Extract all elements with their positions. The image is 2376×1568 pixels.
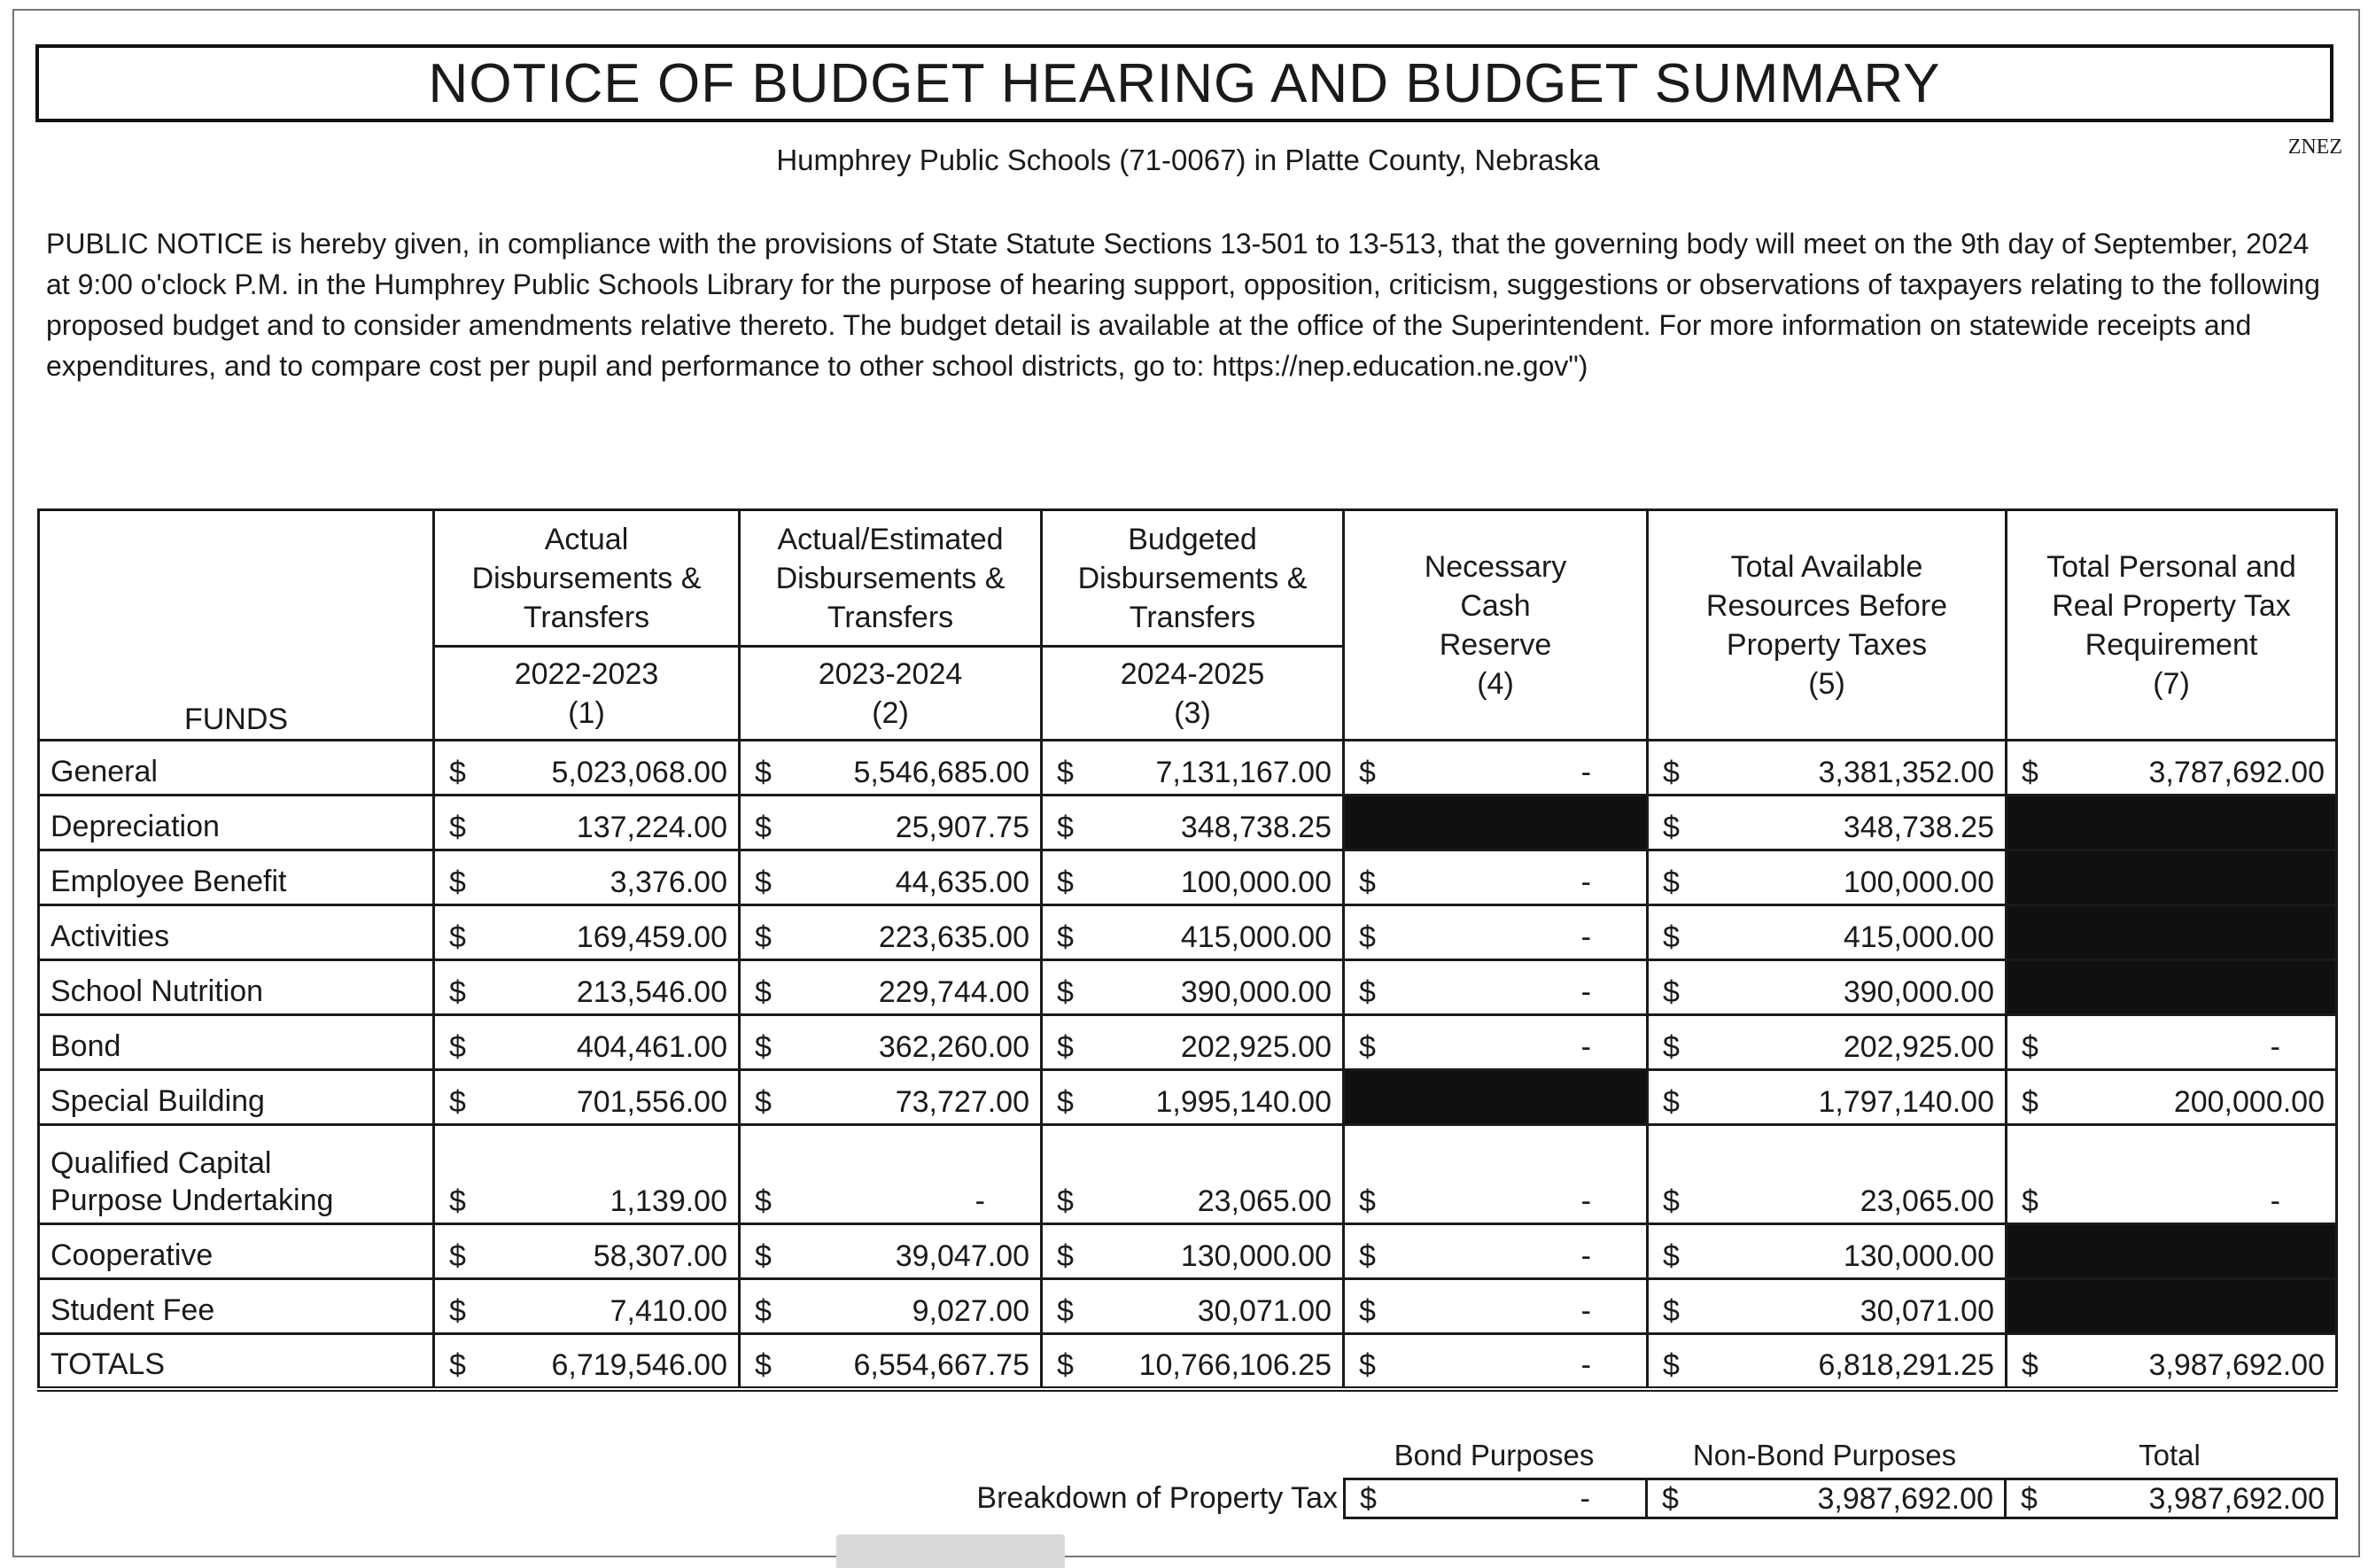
- district-subtitle: Humphrey Public Schools (71-0067) in Platte County, Nebraska: [776, 144, 1600, 176]
- amount-value-c7: -: [2270, 1030, 2280, 1064]
- dollar-sign: $: [1057, 920, 1074, 954]
- header-col7-title: Total Personal and Real Property Tax Requirement: [2046, 549, 2296, 662]
- dollar-sign: $: [1663, 866, 1680, 899]
- budget-summary-table: [37, 508, 2338, 1392]
- header-col2-number: (2): [872, 695, 909, 730]
- table-row: [39, 1070, 2337, 1125]
- amount-value-c5: 1,797,140.00: [1818, 1085, 1994, 1119]
- form-code: ZNEZ: [2287, 136, 2342, 159]
- fund-name-cell: Activities: [39, 905, 434, 960]
- blacked-out-cell: [1344, 796, 1648, 850]
- dollar-sign: $: [1662, 1482, 1679, 1516]
- breakdown-bond-header: Bond Purposes: [1394, 1439, 1595, 1471]
- public-notice-paragraph: PUBLIC NOTICE is hereby given, in compliance with the provisions of State Statute Sections 13-501 to 13-513, that the governing body will meet on the 9th day of September, 2024 at 9:00 o'clock P.M. in the Humphrey Public Schools Library for the purpose of hearing support, opposition, criticism, suggestions or observations of taxpayers relating to the following proposed budget and to consider amendments relative thereto. The budget detail is available at the office of the Superintendent. For more information on statewide receipts and expenditures, and to compare cost per pupil and performance to other school districts, go to: https://nep.education.ne.gov"): [46, 228, 2320, 382]
- amount-cell-c7: [2007, 741, 2337, 796]
- amount-value-c5: 100,000.00: [1843, 866, 1994, 899]
- header-funds: FUNDS: [39, 510, 434, 741]
- amount-cell-c4: [1344, 741, 1648, 796]
- breakdown-label: Breakdown of Property Tax: [976, 1481, 1338, 1515]
- amount-value-c4: -: [1580, 920, 1591, 954]
- amount-value-c7: 3,787,692.00: [2148, 756, 2325, 789]
- blacked-out-cell: [2007, 1279, 2337, 1334]
- dollar-sign: $: [1057, 975, 1074, 1009]
- fund-name-cell: Bond: [39, 1015, 434, 1070]
- amount-value-c4: -: [1580, 1239, 1591, 1273]
- breakdown-bond-value: -: [1580, 1482, 1590, 1516]
- amount-value-c2: 362,260.00: [878, 1030, 1029, 1064]
- amount-cell-c7: [2007, 1334, 2337, 1389]
- amount-cell-c4: [1344, 850, 1648, 905]
- amount-cell-c4: [1344, 960, 1648, 1015]
- breakdown-bond-cell: [1345, 1479, 1647, 1518]
- dollar-sign: $: [1663, 1239, 1680, 1273]
- amount-value-c2: 229,744.00: [878, 975, 1029, 1009]
- amount-cell-c3: [1042, 850, 1344, 905]
- amount-cell-c7: [2007, 1125, 2337, 1224]
- dollar-sign: $: [449, 1239, 466, 1273]
- amount-cell-c2: [740, 1334, 1042, 1389]
- dollar-sign: $: [1663, 756, 1680, 789]
- dollar-sign: $: [1057, 1294, 1074, 1328]
- fund-name-cell: [39, 1125, 434, 1224]
- header-col7-number: (7): [2153, 666, 2190, 701]
- amount-cell-c1: [434, 1015, 740, 1070]
- page-title: [35, 44, 2333, 122]
- blacked-out-cell: [2007, 960, 2337, 1015]
- dollar-sign: $: [1057, 1030, 1074, 1064]
- amount-cell-c1: [434, 960, 740, 1015]
- amount-value-c2: 44,635.00: [895, 866, 1029, 899]
- amount-value-c2: 9,027.00: [912, 1294, 1029, 1328]
- amount-cell-c4: [1344, 1015, 1648, 1070]
- header-col2-year: [740, 647, 1042, 741]
- property-tax-breakdown-table: [1343, 1478, 2338, 1519]
- dollar-sign: $: [449, 1294, 466, 1328]
- dollar-sign: $: [2022, 756, 2038, 789]
- amount-value-c3: 415,000.00: [1180, 920, 1332, 954]
- header-col5-number: (5): [1808, 666, 1845, 701]
- dollar-sign: $: [1663, 811, 1680, 844]
- header-col2-year-text: 2023-2024: [818, 656, 963, 691]
- amount-value-c2: 6,554,667.75: [853, 1347, 1029, 1382]
- breakdown-total-header: Total: [2139, 1439, 2201, 1471]
- fund-name-cell: Depreciation: [39, 796, 434, 850]
- amount-value-c5: 23,065.00: [1860, 1184, 1994, 1218]
- amount-value-c4: -: [1580, 1030, 1591, 1064]
- table-row: [39, 850, 2337, 905]
- header-col2-title: Actual/Estimated Disbursements & Transfers: [740, 510, 1042, 647]
- dollar-sign: $: [1663, 1294, 1680, 1328]
- amount-cell-c1: [434, 796, 740, 850]
- amount-cell-c5: [1648, 960, 2007, 1015]
- amount-cell-c5: [1648, 1279, 2007, 1334]
- fund-name-cell: Special Building: [39, 1070, 434, 1125]
- amount-cell-c4: [1344, 905, 1648, 960]
- amount-value-c2: 73,727.00: [895, 1085, 1029, 1119]
- totals-row: [39, 1334, 2337, 1389]
- amount-cell-c2: [740, 960, 1042, 1015]
- dollar-sign: $: [755, 1030, 772, 1064]
- dollar-sign: $: [1359, 1184, 1376, 1218]
- amount-cell-c3: [1042, 741, 1344, 796]
- blacked-out-cell: [2007, 905, 2337, 960]
- amount-value-c4: -: [1580, 756, 1591, 789]
- table-row: [39, 1015, 2337, 1070]
- dollar-sign: $: [1663, 1030, 1680, 1064]
- dollar-sign: $: [1057, 1239, 1074, 1273]
- blacked-out-cell: [2007, 796, 2337, 850]
- amount-value-c3: 1,995,140.00: [1155, 1085, 1332, 1119]
- amount-cell-c2: [740, 905, 1042, 960]
- dollar-sign: $: [755, 1239, 772, 1273]
- dollar-sign: $: [1057, 1085, 1074, 1119]
- amount-value-c1: 1,139.00: [610, 1184, 727, 1218]
- dollar-sign: $: [449, 811, 466, 844]
- amount-cell-c3: [1042, 1224, 1344, 1279]
- amount-value-c5: 3,381,352.00: [1818, 756, 1994, 789]
- breakdown-total-value: 3,987,692.00: [2148, 1482, 2325, 1516]
- amount-value-c2: -: [974, 1184, 985, 1218]
- dollar-sign: $: [449, 920, 466, 954]
- header-col4: [1344, 510, 1648, 741]
- amount-cell-c2: [740, 1015, 1042, 1070]
- amount-cell-c2: [740, 1279, 1042, 1334]
- amount-cell-c5: [1648, 796, 2007, 850]
- amount-value-c2: 39,047.00: [895, 1239, 1029, 1273]
- amount-value-c3: 100,000.00: [1180, 866, 1332, 899]
- amount-cell-c3: [1042, 1279, 1344, 1334]
- dollar-sign: $: [755, 1294, 772, 1328]
- fund-name-cell: General: [39, 741, 434, 796]
- breakdown-nonbond-value: 3,987,692.00: [1817, 1482, 1993, 1516]
- dollar-sign: $: [449, 975, 466, 1009]
- amount-cell-c4: [1344, 1279, 1648, 1334]
- amount-value-c5: 202,925.00: [1843, 1030, 1994, 1064]
- amount-value-c1: 701,556.00: [576, 1085, 727, 1119]
- amount-cell-c7: [2007, 1070, 2337, 1125]
- dollar-sign: $: [1359, 756, 1376, 789]
- amount-value-c1: 7,410.00: [610, 1294, 727, 1328]
- header-col1-number: (1): [568, 695, 605, 730]
- amount-value-c1: 5,023,068.00: [551, 756, 727, 789]
- amount-cell-c1: [434, 1224, 740, 1279]
- dollar-sign: $: [2022, 1085, 2038, 1119]
- viewer-scrollbar[interactable]: [836, 1534, 1065, 1568]
- table-row: [39, 796, 2337, 850]
- amount-value-c5: 415,000.00: [1843, 920, 1994, 954]
- amount-value-c3: 30,071.00: [1197, 1294, 1332, 1328]
- dollar-sign: $: [755, 920, 772, 954]
- amount-cell-c7: [2007, 1015, 2337, 1070]
- dollar-sign: $: [1663, 1184, 1680, 1218]
- dollar-sign: $: [1359, 1239, 1376, 1273]
- amount-value-c4: -: [1580, 1294, 1591, 1328]
- amount-cell-c5: [1648, 850, 2007, 905]
- amount-cell-c4: [1344, 1334, 1648, 1389]
- dollar-sign: $: [449, 1030, 466, 1064]
- header-col3-number: (3): [1174, 695, 1211, 730]
- dollar-sign: $: [1360, 1482, 1377, 1516]
- amount-value-c3: 7,131,167.00: [1155, 756, 1332, 789]
- amount-cell-c3: [1042, 960, 1344, 1015]
- header-col4-title: Necessary Cash Reserve: [1424, 549, 1567, 662]
- dollar-sign: $: [1057, 811, 1074, 844]
- amount-value-c5: 30,071.00: [1860, 1294, 1994, 1328]
- dollar-sign: $: [2022, 1184, 2038, 1218]
- dollar-sign: $: [449, 756, 466, 789]
- table-row: [39, 905, 2337, 960]
- amount-cell-c5: [1648, 1334, 2007, 1389]
- dollar-sign: $: [1359, 1294, 1376, 1328]
- dollar-sign: $: [755, 756, 772, 789]
- amount-value-c1: 169,459.00: [576, 920, 727, 954]
- header-col4-number: (4): [1477, 666, 1514, 701]
- amount-cell-c2: [740, 850, 1042, 905]
- dollar-sign: $: [2021, 1482, 2038, 1516]
- fund-name-cell: School Nutrition: [39, 960, 434, 1015]
- breakdown-row: [1345, 1479, 2337, 1518]
- header-col3-year: [1042, 647, 1344, 741]
- title-text: NOTICE OF BUDGET HEARING AND BUDGET SUMMARY: [428, 52, 1941, 114]
- header-col7: [2007, 510, 2337, 741]
- amount-value-c5: 130,000.00: [1843, 1239, 1994, 1273]
- dollar-sign: $: [755, 1184, 772, 1218]
- amount-cell-c1: [434, 905, 740, 960]
- header-col1-year: [434, 647, 740, 741]
- amount-value-c3: 202,925.00: [1180, 1030, 1332, 1064]
- amount-cell-c1: [434, 1070, 740, 1125]
- breakdown-nonbond-cell: [1647, 1479, 2006, 1518]
- dollar-sign: $: [1663, 975, 1680, 1009]
- breakdown-total-cell: [2006, 1479, 2337, 1518]
- budget-table-body: [39, 741, 2337, 1389]
- dollar-sign: $: [1663, 1347, 1680, 1382]
- amount-cell-c1: [434, 1334, 740, 1389]
- dollar-sign: $: [755, 1347, 772, 1382]
- header-col5: [1648, 510, 2007, 741]
- amount-cell-c3: [1042, 1334, 1344, 1389]
- amount-cell-c1: [434, 1125, 740, 1224]
- amount-value-c4: -: [1580, 975, 1591, 1009]
- amount-value-c3: 348,738.25: [1180, 811, 1332, 844]
- amount-cell-c2: [740, 796, 1042, 850]
- amount-value-c7: 200,000.00: [2173, 1085, 2325, 1119]
- dollar-sign: $: [755, 1085, 772, 1119]
- dollar-sign: $: [1359, 866, 1376, 899]
- dollar-sign: $: [755, 866, 772, 899]
- dollar-sign: $: [1663, 1085, 1680, 1119]
- fund-name-line1: Qualified Capital: [50, 1146, 272, 1180]
- header-col3-title: Budgeted Disbursements & Transfers: [1042, 510, 1344, 647]
- dollar-sign: $: [1057, 1347, 1074, 1382]
- amount-cell-c3: [1042, 905, 1344, 960]
- amount-value-c7: 3,987,692.00: [2148, 1347, 2325, 1382]
- fund-name-line2: Purpose Undertaking: [50, 1184, 334, 1217]
- dollar-sign: $: [449, 1184, 466, 1218]
- amount-value-c1: 58,307.00: [593, 1239, 727, 1273]
- dollar-sign: $: [449, 866, 466, 899]
- amount-value-c1: 6,719,546.00: [551, 1347, 727, 1382]
- dollar-sign: $: [449, 1347, 466, 1382]
- amount-value-c5: 348,738.25: [1843, 811, 1994, 844]
- totals-label: TOTALS: [39, 1334, 434, 1389]
- amount-value-c3: 23,065.00: [1197, 1184, 1332, 1218]
- amount-value-c1: 137,224.00: [576, 811, 727, 844]
- amount-value-c1: 404,461.00: [576, 1030, 727, 1064]
- amount-value-c4: -: [1580, 1347, 1591, 1382]
- amount-value-c5: 6,818,291.25: [1818, 1347, 1994, 1382]
- blacked-out-cell: [2007, 850, 2337, 905]
- dollar-sign: $: [755, 975, 772, 1009]
- dollar-sign: $: [2022, 1347, 2038, 1382]
- blacked-out-cell: [1344, 1070, 1648, 1125]
- table-row: [39, 1279, 2337, 1334]
- dollar-sign: $: [2022, 1030, 2038, 1064]
- header-col1-title: Actual Disbursements & Transfers: [434, 510, 740, 647]
- dollar-sign: $: [1359, 1030, 1376, 1064]
- fund-name-cell: Student Fee: [39, 1279, 434, 1334]
- blacked-out-cell: [2007, 1224, 2337, 1279]
- amount-value-c4: -: [1580, 1184, 1591, 1218]
- amount-value-c2: 5,546,685.00: [853, 756, 1029, 789]
- amount-cell-c5: [1648, 1125, 2007, 1224]
- amount-value-c2: 25,907.75: [895, 811, 1029, 844]
- amount-value-c2: 223,635.00: [878, 920, 1029, 954]
- table-row: [39, 960, 2337, 1015]
- amount-cell-c2: [740, 1125, 1042, 1224]
- dollar-sign: $: [755, 811, 772, 844]
- table-row: [39, 741, 2337, 796]
- amount-cell-c1: [434, 850, 740, 905]
- dollar-sign: $: [1663, 920, 1680, 954]
- table-row: [39, 1125, 2337, 1224]
- breakdown-nonbond-header: Non-Bond Purposes: [1692, 1439, 1957, 1471]
- amount-value-c1: 3,376.00: [610, 866, 727, 899]
- dollar-sign: $: [1057, 756, 1074, 789]
- amount-cell-c5: [1648, 905, 2007, 960]
- dollar-sign: $: [1359, 1347, 1376, 1382]
- amount-value-c3: 390,000.00: [1180, 975, 1332, 1009]
- amount-cell-c1: [434, 1279, 740, 1334]
- amount-value-c3: 130,000.00: [1180, 1239, 1332, 1273]
- amount-cell-c2: [740, 741, 1042, 796]
- dollar-sign: $: [1057, 866, 1074, 899]
- header-col1-year-text: 2022-2023: [514, 656, 659, 691]
- amount-cell-c3: [1042, 1070, 1344, 1125]
- dollar-sign: $: [1057, 1184, 1074, 1218]
- table-row: [39, 1224, 2337, 1279]
- dollar-sign: $: [1359, 920, 1376, 954]
- amount-value-c3: 10,766,106.25: [1138, 1347, 1332, 1382]
- dollar-sign: $: [1359, 975, 1376, 1009]
- amount-cell-c2: [740, 1224, 1042, 1279]
- header-col5-title: Total Available Resources Before Property Taxes: [1705, 549, 1948, 662]
- amount-cell-c4: [1344, 1125, 1648, 1224]
- amount-cell-c5: [1648, 741, 2007, 796]
- amount-cell-c5: [1648, 1015, 2007, 1070]
- amount-cell-c4: [1344, 1224, 1648, 1279]
- amount-value-c5: 390,000.00: [1843, 975, 1994, 1009]
- amount-value-c4: -: [1580, 866, 1591, 899]
- header-col3-year-text: 2024-2025: [1120, 656, 1265, 691]
- amount-cell-c1: [434, 741, 740, 796]
- amount-cell-c3: [1042, 1015, 1344, 1070]
- amount-value-c7: -: [2270, 1184, 2280, 1218]
- amount-cell-c2: [740, 1070, 1042, 1125]
- amount-value-c1: 213,546.00: [576, 975, 727, 1009]
- dollar-sign: $: [449, 1085, 466, 1119]
- fund-name-cell: Cooperative: [39, 1224, 434, 1279]
- fund-name-cell: Employee Benefit: [39, 850, 434, 905]
- amount-cell-c3: [1042, 796, 1344, 850]
- amount-cell-c5: [1648, 1224, 2007, 1279]
- amount-cell-c5: [1648, 1070, 2007, 1125]
- amount-cell-c3: [1042, 1125, 1344, 1224]
